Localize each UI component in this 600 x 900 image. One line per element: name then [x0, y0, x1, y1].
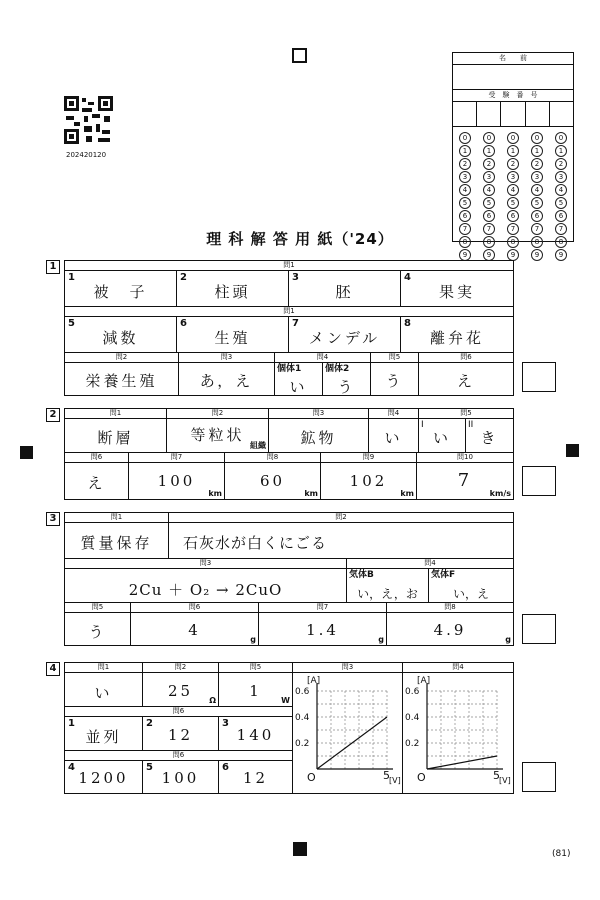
exam-digit-bubble[interactable]: 3 — [531, 171, 543, 183]
q4-answer-1[interactable] — [65, 673, 143, 707]
q4-answer-text: 並列 — [85, 728, 122, 746]
q4-answer-5-unit: W — [281, 696, 290, 705]
q1-answer-6[interactable] — [177, 317, 289, 353]
q4-h1: 問1 — [65, 663, 143, 673]
q1-h2: 問2 — [65, 353, 179, 363]
q1-answer-3-text: あ，え — [199, 372, 254, 390]
q4-item-number: 2 — [146, 718, 153, 729]
q1-item-number: 1 — [68, 272, 75, 283]
q3-answer-1-text: 質量保存 — [80, 534, 153, 552]
q4-h4: 問4 — [403, 663, 513, 673]
exam-digit-bubble[interactable]: 6 — [459, 210, 471, 222]
exam-digit-bubble[interactable]: 1 — [555, 145, 567, 157]
q3-answer-4-b-text: い，え，お — [357, 587, 418, 601]
q3-answer-5-text: う — [88, 623, 107, 641]
q1-answer-3[interactable] — [289, 271, 401, 307]
q3-answer-6[interactable] — [131, 613, 259, 645]
q1-score-box[interactable] — [522, 362, 556, 392]
question-2-number: 2 — [46, 408, 60, 422]
q3-h1: 問1 — [65, 513, 169, 523]
q4-item-number: 3 — [222, 718, 229, 729]
q2-answer-6-text: え — [87, 474, 106, 492]
q3-h2: 問2 — [169, 513, 513, 523]
q1-answer-text: 胚 — [335, 283, 354, 301]
q2-answer-8-unit: km — [304, 489, 318, 498]
q2-answer-3[interactable] — [269, 419, 369, 453]
exam-digit-bubble[interactable]: 2 — [483, 158, 495, 170]
exam-digit-bubble[interactable]: 7 — [507, 223, 519, 235]
exam-digit-bubble[interactable]: 0 — [483, 132, 495, 144]
q2-answer-8-text: 60 — [259, 472, 286, 490]
name-field[interactable] — [453, 65, 573, 90]
question-1-table — [64, 260, 514, 396]
q2-answer-5-ii[interactable] — [466, 419, 513, 453]
student-info-box — [452, 52, 574, 259]
q1-row2-header: 問1 — [65, 307, 513, 317]
qr-code-number: 202420120 — [66, 151, 107, 159]
exam-digit-bubble[interactable]: 4 — [459, 184, 471, 196]
q2-h3: 問3 — [269, 409, 369, 419]
exam-number-label: 受 験 番 号 — [453, 90, 573, 102]
q4-item-number: 6 — [222, 762, 229, 773]
q1-answer-text: 生殖 — [214, 329, 251, 347]
exam-digit-bubble[interactable]: 9 — [555, 249, 567, 261]
q4-item-number: 1 — [68, 718, 75, 729]
q2-h10: 問10 — [417, 453, 513, 463]
q1-answer-5[interactable] — [65, 317, 177, 353]
q4-h6-a: 問6 — [65, 707, 293, 717]
y-axis-unit: [A] — [307, 676, 321, 686]
q3-answer-4-f[interactable] — [429, 569, 513, 603]
exam-digit-bubble[interactable]: 0 — [531, 132, 543, 144]
q1-item-number: 6 — [180, 318, 187, 329]
exam-digit-bubble[interactable]: 8 — [531, 236, 543, 248]
q1-item-number: 5 — [68, 318, 75, 329]
q2-h4: 問4 — [369, 409, 419, 419]
exam-digit-bubble[interactable]: 3 — [459, 171, 471, 183]
q2-h1: 問1 — [65, 409, 167, 419]
left-registration-mark — [20, 446, 33, 459]
q1-answer-2-text: 栄養生殖 — [85, 372, 158, 390]
q1-answer-text: 減数 — [102, 329, 139, 347]
q1-answer-7[interactable] — [289, 317, 401, 353]
exam-digit-bubble[interactable]: 2 — [507, 158, 519, 170]
exam-digit-bubble[interactable]: 8 — [483, 236, 495, 248]
exam-digit-bubble[interactable]: 2 — [555, 158, 567, 170]
q2-answer-10-text: 7 — [457, 470, 473, 491]
exam-digit-bubble[interactable]: 5 — [555, 197, 567, 209]
q3-answer-3[interactable] — [65, 569, 347, 603]
q4-answer-2-unit: Ω — [209, 696, 216, 705]
q3-answer-8-unit: g — [505, 635, 511, 644]
q1-h3: 問3 — [179, 353, 275, 363]
q1-answer-4a[interactable] — [275, 363, 323, 395]
q1-answer-text: 果実 — [438, 283, 475, 301]
q1-item-number: 7 — [292, 318, 299, 329]
y-axis-unit: [A] — [417, 676, 431, 686]
exam-digit-bubble[interactable]: 2 — [531, 158, 543, 170]
page-number: (81) — [552, 849, 571, 859]
exam-digit-bubble[interactable]: 7 — [555, 223, 567, 235]
exam-digit-bubble[interactable]: 5 — [507, 197, 519, 209]
y-tick-label: 0.4 — [295, 713, 310, 723]
q2-h9: 問9 — [321, 453, 417, 463]
data-line — [317, 717, 387, 769]
exam-digit-bubble[interactable]: 0 — [555, 132, 567, 144]
origin-label: O — [417, 771, 426, 784]
exam-digit-bubble[interactable]: 2 — [459, 158, 471, 170]
q1-h4: 問4 — [275, 353, 371, 363]
q2-answer-10[interactable] — [417, 463, 513, 499]
q3-answer-8[interactable] — [387, 613, 513, 645]
exam-digit-bubble[interactable]: 3 — [483, 171, 495, 183]
question-1-number: 1 — [46, 260, 60, 274]
q2-answer-2-suffix: 組織 — [250, 441, 266, 450]
q4-h5: 問5 — [219, 663, 293, 673]
exam-digit-bubble[interactable]: 1 — [459, 145, 471, 157]
q1-answer-6[interactable] — [419, 363, 513, 395]
q3-gas-f-label: 気体F — [431, 570, 456, 580]
q2-answer-9[interactable] — [321, 463, 417, 499]
exam-digit-bubble[interactable]: 6 — [531, 210, 543, 222]
q3-answer-2[interactable] — [169, 523, 513, 559]
q2-answer-10-unit: km/s — [489, 489, 511, 498]
exam-digit-bubble[interactable]: 9 — [507, 249, 519, 261]
q1-answer-text: 柱頭 — [214, 283, 251, 301]
q4-answer-text: 1200 — [78, 769, 129, 787]
exam-digit-bubble[interactable]: 6 — [555, 210, 567, 222]
q3-h4: 問4 — [347, 559, 513, 569]
data-line — [427, 756, 497, 769]
exam-digit-bubble[interactable]: 3 — [507, 171, 519, 183]
q1-individual-2-label: 個体2 — [325, 364, 350, 374]
q1-answer-5-text: う — [385, 372, 404, 390]
y-tick-label: 0.6 — [295, 687, 310, 697]
q4-answer-2-text: 25 — [167, 682, 194, 700]
q3-h5: 問5 — [65, 603, 131, 613]
q3-answer-8-text: 4.9 — [433, 621, 467, 639]
q4-graph-4-svg — [403, 673, 511, 791]
q1-item-number: 4 — [404, 272, 411, 283]
x-axis-unit: [V] — [389, 776, 401, 785]
q1-answer-text: 被 子 — [93, 283, 148, 301]
q4-answer-text: 12 — [242, 769, 269, 787]
q4-answer-5[interactable] — [143, 761, 219, 793]
q4-answer-5[interactable] — [219, 673, 293, 707]
q4-answer-1-text: い — [94, 684, 113, 702]
q3-gas-b-label: 気体B — [349, 570, 374, 580]
q4-graph-4[interactable] — [403, 673, 513, 793]
q1-answer-2[interactable] — [65, 363, 179, 395]
qr-code — [64, 96, 114, 144]
y-tick-label: 0.6 — [405, 687, 420, 697]
question-4-table — [64, 662, 514, 794]
q3-answer-7-unit: g — [378, 635, 384, 644]
q2-answer-4[interactable] — [369, 419, 419, 453]
q4-h2: 問2 — [143, 663, 219, 673]
exam-digit-bubble[interactable]: 9 — [531, 249, 543, 261]
q1-answer-4b[interactable] — [323, 363, 371, 395]
q2-answer-5-i[interactable] — [419, 419, 466, 453]
question-4-number: 4 — [46, 662, 60, 676]
q1-answer-8[interactable] — [401, 317, 513, 353]
q2-h5: 問5 — [419, 409, 513, 419]
q2-answer-8[interactable] — [225, 463, 321, 499]
q3-answer-2-text: 石灰水が白くにごる — [183, 534, 328, 552]
q2-answer-9-text: 102 — [349, 472, 388, 490]
q2-answer-1[interactable] — [65, 419, 167, 453]
q4-answer-6[interactable] — [219, 761, 293, 793]
exam-digit-bubble[interactable]: 0 — [507, 132, 519, 144]
q2-answer-7-text: 100 — [157, 472, 196, 490]
exam-digit-bubble[interactable]: 4 — [531, 184, 543, 196]
q2-h8: 問8 — [225, 453, 321, 463]
q3-answer-7[interactable] — [259, 613, 387, 645]
exam-digit-bubble[interactable]: 5 — [483, 197, 495, 209]
exam-digit-bubble[interactable]: 1 — [531, 145, 543, 157]
y-tick-label: 0.2 — [295, 739, 310, 749]
q3-answer-5[interactable] — [65, 613, 131, 645]
q4-answer-4[interactable] — [65, 761, 143, 793]
q1-answer-5[interactable] — [371, 363, 419, 395]
q3-answer-6-text: 4 — [188, 621, 201, 639]
q2-answer-7-unit: km — [208, 489, 222, 498]
q2-h2: 問2 — [167, 409, 269, 419]
exam-digit-bubble[interactable]: 8 — [555, 236, 567, 248]
y-tick-label: 0.2 — [405, 739, 420, 749]
q4-answer-text: 100 — [161, 769, 200, 787]
q4-item-number: 5 — [146, 762, 153, 773]
q4-graph-3-svg — [293, 673, 401, 791]
q2-answer-5-i-text: い — [432, 429, 451, 447]
q2-5-i-label: I — [421, 420, 424, 430]
q4-answer-text: 140 — [236, 726, 275, 744]
exam-digit-bubble[interactable]: 7 — [531, 223, 543, 235]
exam-digit-bubble[interactable]: 5 — [531, 197, 543, 209]
exam-digit-bubble[interactable]: 7 — [459, 223, 471, 235]
right-registration-mark — [566, 444, 579, 457]
q4-score-box[interactable] — [522, 762, 556, 792]
q1-answer-3[interactable] — [179, 363, 275, 395]
exam-digit-bubble[interactable]: 4 — [507, 184, 519, 196]
q3-h7: 問7 — [259, 603, 387, 613]
y-tick-label: 0.4 — [405, 713, 420, 723]
exam-digit-bubble[interactable]: 4 — [555, 184, 567, 196]
q4-answer-5-text: 1 — [249, 682, 262, 700]
q4-item-number: 4 — [68, 762, 75, 773]
q4-answer-3[interactable] — [219, 717, 293, 751]
q4-answer-1[interactable] — [65, 717, 143, 751]
exam-digit-bubble[interactable]: 6 — [483, 210, 495, 222]
q1-answer-4b-text: う — [337, 378, 356, 396]
exam-digit-bubble[interactable]: 4 — [483, 184, 495, 196]
q1-answer-2[interactable] — [177, 271, 289, 307]
origin-label: O — [307, 771, 316, 784]
exam-digit-bubble[interactable]: 9 — [459, 249, 471, 261]
exam-digit-bubble[interactable]: 8 — [507, 236, 519, 248]
x-tick-label: 5 — [383, 769, 390, 782]
q3-h6: 問6 — [131, 603, 259, 613]
q1-individual-1-label: 個体1 — [277, 364, 302, 374]
q2-answer-3-text: 鉱物 — [300, 429, 337, 447]
q1-h5: 問5 — [371, 353, 419, 363]
q2-score-box[interactable] — [522, 466, 556, 496]
q1-item-number: 3 — [292, 272, 299, 283]
q1-item-number: 8 — [404, 318, 411, 329]
q4-graph-3[interactable] — [293, 673, 403, 793]
q1-answer-text: 離弁花 — [429, 329, 484, 347]
q2-answer-6[interactable] — [65, 463, 129, 499]
page-title: 理 科 解 答 用 紙（'24） — [206, 230, 394, 248]
exam-digit-bubble[interactable]: 8 — [459, 236, 471, 248]
q2-h7: 問7 — [129, 453, 225, 463]
q2-answer-9-unit: km — [400, 489, 414, 498]
exam-digit-bubble[interactable]: 1 — [507, 145, 519, 157]
x-axis-unit: [V] — [499, 776, 511, 785]
q2-answer-2[interactable] — [167, 419, 269, 453]
q2-5-ii-label: II — [468, 420, 474, 430]
exam-digit-bubble[interactable]: 3 — [555, 171, 567, 183]
exam-digit-bubble[interactable]: 0 — [459, 132, 471, 144]
exam-number-write-area[interactable] — [453, 102, 573, 127]
exam-digit-bubble[interactable]: 9 — [483, 249, 495, 261]
q2-answer-5-ii-text: き — [480, 429, 499, 447]
q2-h6: 問6 — [65, 453, 129, 463]
q1-h6: 問6 — [419, 353, 513, 363]
q2-answer-2-text: 等粒状 — [190, 426, 245, 444]
q4-answer-text: 12 — [167, 726, 194, 744]
q3-answer-6-unit: g — [250, 635, 256, 644]
x-tick-label: 5 — [493, 769, 500, 782]
q4-answer-2[interactable] — [143, 717, 219, 751]
top-registration-mark — [292, 48, 307, 63]
q3-answer-4-b[interactable] — [347, 569, 429, 603]
q3-answer-3-text: 2Cu ＋ O₂ → 2CuO — [128, 581, 283, 599]
q1-item-number: 2 — [180, 272, 187, 283]
q3-answer-1[interactable] — [65, 523, 169, 559]
q4-h6-b: 問6 — [65, 751, 293, 761]
q1-answer-text: メンデル — [308, 329, 381, 347]
question-3-number: 3 — [46, 512, 60, 526]
q3-score-box[interactable] — [522, 614, 556, 644]
q1-answer-4a-text: い — [289, 378, 308, 396]
question-3-table — [64, 512, 514, 646]
exam-digit-bubble[interactable]: 6 — [507, 210, 519, 222]
q1-answer-4[interactable] — [401, 271, 513, 307]
q1-answer-6-text: え — [456, 372, 475, 390]
q3-h3: 問3 — [65, 559, 347, 569]
q1-answer-1[interactable] — [65, 271, 177, 307]
q4-h3: 問3 — [293, 663, 403, 673]
bottom-registration-mark — [293, 842, 307, 856]
exam-digit-bubble[interactable]: 7 — [483, 223, 495, 235]
q2-answer-1-text: 断層 — [97, 429, 134, 447]
exam-digit-bubble[interactable]: 1 — [483, 145, 495, 157]
question-2-table — [64, 408, 514, 500]
q2-answer-7[interactable] — [129, 463, 225, 499]
name-label: 名 前 — [453, 53, 573, 65]
q4-answer-2[interactable] — [143, 673, 219, 707]
q3-h8: 問8 — [387, 603, 513, 613]
q3-answer-4-f-text: い，え — [452, 587, 489, 601]
q1-row1-header: 問1 — [65, 261, 513, 271]
q3-answer-7-text: 1.4 — [306, 621, 339, 639]
exam-digit-bubble[interactable]: 5 — [459, 197, 471, 209]
q2-answer-4-text: い — [384, 429, 403, 447]
